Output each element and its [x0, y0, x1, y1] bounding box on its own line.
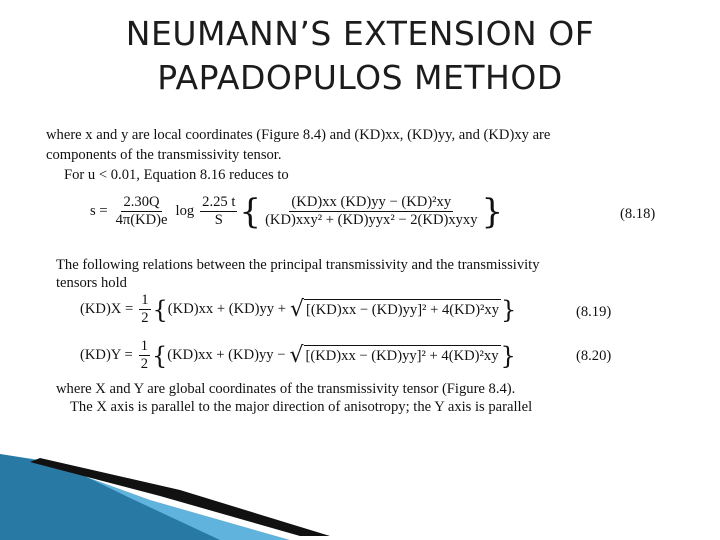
eq818-number: (8.18)	[620, 206, 656, 222]
eq820-number: (8.20)	[576, 348, 612, 364]
equation-8-18	[90, 191, 504, 232]
eq818-frac3	[263, 194, 479, 229]
eq819-half-num: 1	[141, 292, 149, 308]
para4-line1: where X and Y are global coordinates of the transmissivity tensor (Figure 8.4).	[56, 381, 516, 397]
eq820-body: (KD)xx + (KD)yy −	[167, 347, 286, 363]
eq820-half-den: 2	[140, 356, 148, 372]
para2: For u < 0.01, Equation 8.16 reduces to	[64, 167, 289, 183]
eq820-half	[139, 338, 150, 373]
eq818-frac1-den: 4π(KD)e	[115, 212, 168, 228]
eq819-radicand: [(KD)xx − (KD)yy]² + 4(KD)²xy	[304, 299, 501, 321]
para4-line2: The X axis is parallel to the major direction of anisotropy; the Y axis is parallel	[70, 399, 533, 415]
eq819-brace-close: }	[501, 295, 517, 324]
equation-8-20	[80, 338, 516, 373]
eq818-frac3-num: (KD)xx (KD)yy − (KD)²xy	[291, 194, 452, 210]
eq818-frac1-num: 2.30Q	[123, 194, 160, 210]
eq819-number: (8.19)	[576, 304, 612, 320]
eq820-lhs: (KD)Y =	[80, 347, 133, 363]
slide-title	[0, 12, 720, 100]
eq820-half-num: 1	[140, 338, 148, 354]
eq819-body: (KD)xx + (KD)yy +	[167, 301, 286, 317]
para3-line2: tensors hold	[56, 275, 127, 291]
equation-8-19	[80, 292, 516, 327]
para1-line2: components of the transmissivity tensor.	[46, 147, 282, 163]
eq820-radical-sign: √	[289, 342, 304, 368]
eq818-lhs: s =	[90, 203, 108, 219]
eq819-radical-sign: √	[290, 296, 305, 322]
eq819-lhs: (KD)X =	[80, 301, 134, 317]
corner-decoration	[0, 440, 720, 540]
eq818-frac3-den: (KD)xxy² + (KD)yyx² − 2(KD)xyxy	[265, 212, 478, 228]
para1-line1: where x and y are local coordinates (Figure 8.4) and (KD)xx, (KD)yy, and (KD)xy are	[46, 127, 551, 143]
eq820-brace: {	[151, 341, 168, 370]
eq820-sqrt	[289, 342, 500, 368]
slide-title-line-2: PAPADOPULOS METHOD	[157, 58, 563, 97]
slide-title-line-1: NEUMANN’S EXTENSION OF	[125, 14, 595, 53]
eq820-radicand: [(KD)xx − (KD)yy]² + 4(KD)²xy	[304, 345, 501, 367]
eq819-half	[139, 292, 150, 327]
eq818-frac1	[114, 194, 170, 229]
eq819-brace: {	[152, 295, 168, 324]
eq818-right-brace: }	[481, 191, 504, 232]
eq818-left-brace: {	[239, 191, 262, 232]
para3-line1: The following relations between the principal transmissivity and the transmissivity	[56, 257, 540, 273]
eq818-frac2-num: 2.25 t	[202, 194, 236, 210]
eq820-brace-close: }	[500, 341, 516, 370]
eq818-frac2	[200, 194, 237, 229]
eq819-half-den: 2	[141, 310, 149, 326]
eq818-log: log	[175, 203, 195, 219]
eq819-sqrt	[290, 296, 501, 322]
eq818-frac2-den: S	[214, 212, 223, 228]
